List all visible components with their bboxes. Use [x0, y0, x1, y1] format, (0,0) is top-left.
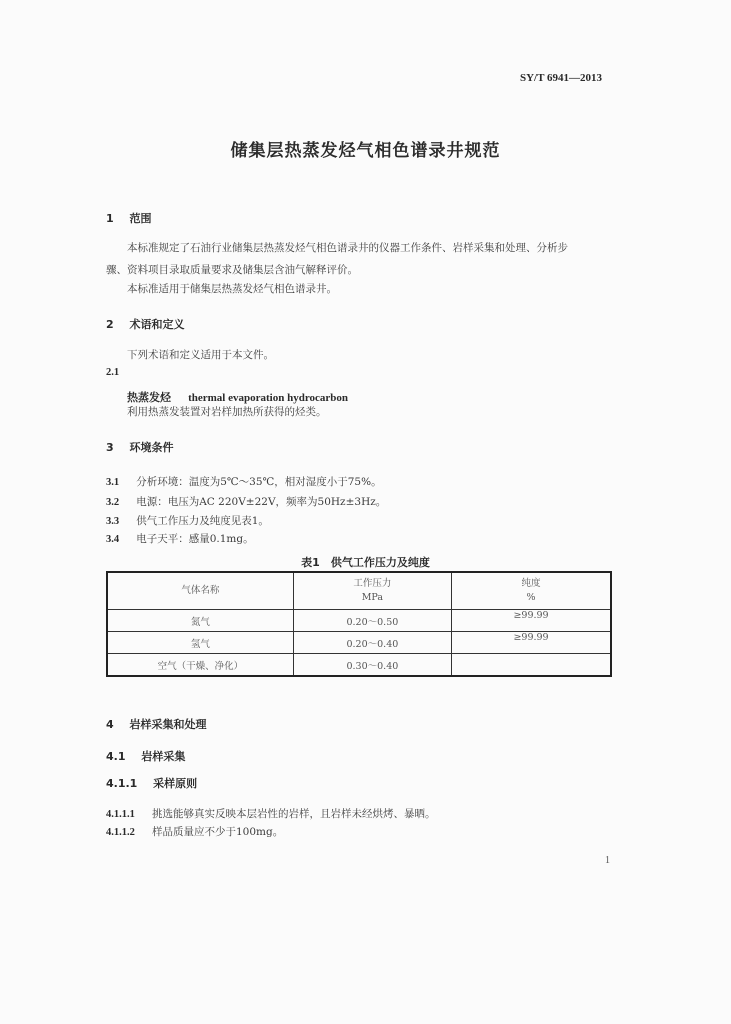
clause-number: 4.1.1.2 [106, 827, 135, 838]
clause-item [106, 527, 254, 546]
clause-number: 3.3 [106, 516, 120, 527]
clause-item [106, 490, 386, 509]
header-pressure-label: 工作压力 [353, 578, 392, 589]
section-3-heading [106, 439, 174, 455]
table-header-row [107, 572, 611, 610]
header-pressure-unit: MPa [361, 592, 384, 603]
term-english: thermal evaporation hydrocarbon [188, 392, 348, 404]
section-number: 3 [106, 441, 114, 454]
term-heading [127, 386, 348, 405]
section-number: 2 [106, 318, 114, 331]
header-gas: 气体名称 [107, 572, 293, 610]
table-row [107, 632, 611, 654]
cell-gas: 氢气 [107, 632, 293, 654]
term-number: 2.1 [106, 367, 120, 378]
clause-number: 3.1 [106, 477, 120, 488]
clause-text: 分析环境：温度为5℃～35℃，相对湿度小于75%。 [136, 476, 382, 488]
cell-purity [452, 654, 611, 677]
clause-item [106, 470, 382, 489]
cell-gas: 氮气 [107, 610, 293, 632]
table-row [107, 610, 611, 632]
cell-purity: ≥99.99 [452, 632, 611, 654]
paragraph-line: 本标准适用于储集层热蒸发烃气相色谱录井。 [127, 283, 337, 295]
section-4-heading [106, 716, 207, 732]
table-caption: 表1 供气工作压力及纯度 [301, 556, 430, 569]
section-title: 环境条件 [129, 441, 174, 454]
subsection-heading [106, 775, 197, 791]
section-title: 术语和定义 [129, 318, 185, 331]
clause-text: 供气工作压力及纯度见表1。 [136, 515, 269, 527]
standard-number: SY/T 6941—2013 [520, 72, 603, 84]
table-row [107, 654, 611, 677]
section-2-heading [106, 316, 185, 332]
clause-item [106, 802, 435, 821]
clause-text: 电子天平：感量0.1mg。 [136, 533, 254, 545]
gas-table [106, 571, 612, 677]
clause-number: 4.1.1.1 [106, 809, 135, 820]
paragraph-line: 骤、资料项目录取质量要求及储集层含油气解释评价。 [106, 264, 358, 276]
clause-text: 样品质量应不少于100mg。 [151, 826, 284, 838]
subsection-number: 4.1 [106, 750, 126, 763]
subsection-title: 岩样采集 [141, 750, 186, 763]
term-definition: 利用热蒸发装置对岩样加热所获得的烃类。 [127, 406, 327, 418]
cell-pressure: 0.30～0.40 [293, 654, 451, 677]
document-title: 储集层热蒸发烃气相色谱录井规范 [230, 141, 501, 161]
clause-text: 电源：电压为AC 220V±22V，频率为50Hz±3Hz。 [136, 496, 387, 508]
cell-gas: 空气（干燥、净化） [107, 654, 293, 677]
paragraph-line: 下列术语和定义适用于本文件。 [127, 349, 274, 361]
header-purity-unit: % [526, 592, 536, 603]
clause-item [106, 509, 269, 528]
page-number: 1 [605, 855, 610, 866]
clause-number: 3.4 [106, 534, 120, 545]
term-chinese: 热蒸发烃 [127, 391, 171, 404]
clause-text: 挑选能够真实反映本层岩性的岩样，且岩样未经烘烤、暴晒。 [151, 808, 436, 820]
section-title: 范围 [129, 212, 152, 225]
header-pressure [293, 572, 451, 610]
subsection-title: 采样原则 [153, 777, 198, 790]
section-number: 1 [106, 212, 114, 225]
header-purity-label: 纯度 [521, 578, 541, 589]
cell-pressure: 0.20～0.40 [293, 632, 451, 654]
subsection-heading [106, 748, 185, 764]
section-1-heading [106, 210, 152, 226]
clause-item [106, 820, 283, 839]
subsection-number: 4.1.1 [106, 777, 138, 790]
section-number: 4 [106, 718, 114, 731]
header-purity [452, 572, 611, 610]
section-title: 岩样采集和处理 [129, 718, 207, 731]
cell-purity: ≥99.99 [452, 610, 611, 632]
cell-pressure: 0.20～0.50 [293, 610, 451, 632]
paragraph-line: 本标准规定了石油行业储集层热蒸发烃气相色谱录井的仪器工作条件、岩样采集和处理、分析步 [127, 242, 568, 254]
clause-number: 3.2 [106, 497, 120, 508]
